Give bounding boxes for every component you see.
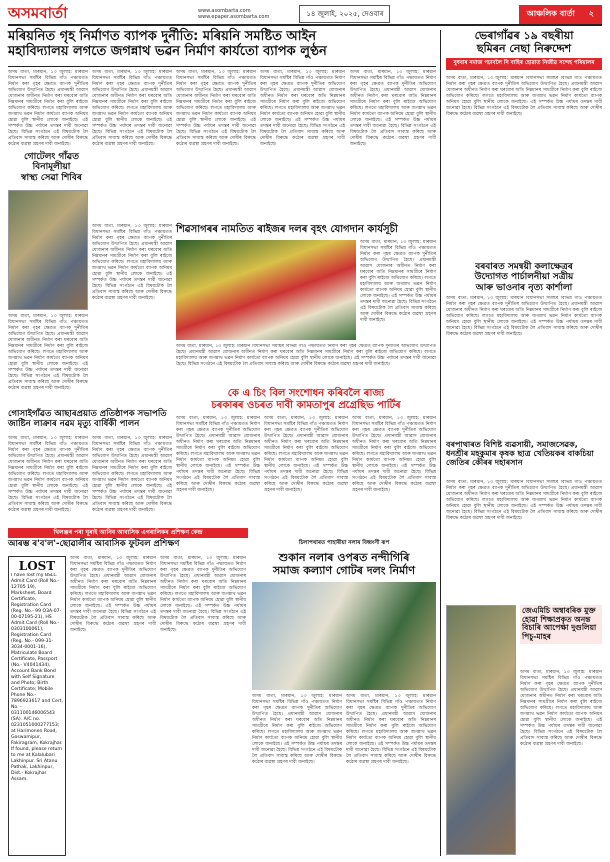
health-camp-photo — [8, 190, 88, 310]
lost-title: LOST — [18, 559, 56, 573]
society-photo — [252, 582, 436, 690]
right-top-body: অসম বাৰ্তা, মৰিয়নি, ১৩ জুলাই: মৰিয়নি বিধানসভা সমষ্টিৰ বিভিন্ন গাঁও পঞ্চায়তত নিৰ্মাণ কৰা গৃহৰ ক্ষেত্ৰত ব্যাপক দুৰ্নীতিৰ অভিযোগ উত্থাপিত হৈছে। প্ৰধানমন্ত্ৰী আৱাস যোজনাৰ অধীনত নিৰ্মাণ কৰা ঘৰবোৰ অতি নিম্নমানৰ সামগ্ৰীৰে নিৰ্মাণ কৰা বুলি ৰাইজে অভিযোগ কৰিছে। লগতে মহাবিদ্যালয় আৰু জগন্নাথ ভৱন নিৰ্মাণ কাৰ্যতো ব্যাপক অনিয়ম হোৱা বুলি স্থানীয় লোকে জনাইছে। এই সম্পৰ্কত উচ্চ পৰ্যায়ৰ তদন্তৰ দাবী জনোৱা হৈছে। বিভিন্ন সংগঠনে এই বিষয়টোক লৈ প্ৰতিবাদ সাব্যস্ত কৰিছে আৰু দোষীৰ বিৰুদ্ধে কঠোৰ ব্যৱস্থা গ্ৰহণৰ দাবী জনাইছে। — [446, 76, 602, 117]
gosaigaon-body-2: অসম বাৰ্তা, মৰিয়নি, ১৩ জুলাই: মৰিয়নি বিধানসভা সমষ্টিৰ বিভিন্ন গাঁও পঞ্চায়তত নিৰ্মাণ কৰা গৃহৰ ক্ষেত্ৰত ব্যাপক দুৰ্নীতিৰ অভিযোগ উত্থাপিত হৈছে। প্ৰধানমন্ত্ৰী আৱাস যোজনাৰ অধীনত নিৰ্মাণ কৰা ঘৰবোৰ অতি নিম্নমানৰ সামগ্ৰীৰে নিৰ্মাণ কৰা বুলি ৰাইজে অভিযোগ কৰিছে। লগতে মহাবিদ্যালয় আৰু জগন্নাথ ভৱন নিৰ্মাণ কাৰ্যতো ব্যাপক অনিয়ম হোৱা বুলি স্থানীয় লোকে জনাইছে। এই সম্পৰ্কত উচ্চ পৰ্যায়ৰ তদন্তৰ দাবী জনোৱা হৈছে। বিভিন্ন সংগঠনে এই বিষয়টোক লৈ প্ৰতিবাদ সাব্যস্ত কৰিছে আৰু দোষীৰ বিৰুদ্ধে কঠোৰ ব্যৱস্থা গ্ৰহণৰ দাবী জনাইছে। — [92, 436, 172, 513]
jrm-photo — [446, 605, 516, 855]
dateline: ১৪ জুলাই, ২০২৫, দেওবাৰ — [299, 5, 390, 23]
gosaigaon-headline: গোসাইগাঁৱত আছাৰপ্ৰয়াত প্ৰতিষ্ঠাপক সভাপতি জাষ্টিন লাক্ৰাৰ নৱম মৃত্যু বাৰ্ষিকী পালন — [8, 409, 167, 429]
lead-body-col-1: অসম বাৰ্তা, মৰিয়নি, ১৩ জুলাই: মৰিয়নি বিধানসভা সমষ্টিৰ বিভিন্ন গাঁও পঞ্চায়তত নিৰ্মাণ কৰা গৃহৰ ক্ষেত্ৰত ব্যাপক দুৰ্নীতিৰ অভিযোগ উত্থাপিত হৈছে। প্ৰধানমন্ত্ৰী আৱাস যোজনাৰ অধীনত নিৰ্মাণ কৰা ঘৰবোৰ অতি নিম্নমানৰ সামগ্ৰীৰে নিৰ্মাণ কৰা বুলি ৰাইজে অভিযোগ কৰিছে। লগতে মহাবিদ্যালয় আৰু জগন্নাথ ভৱন নিৰ্মাণ কাৰ্যতো ব্যাপক অনিয়ম হোৱা বুলি স্থানীয় লোকে জনাইছে। এই সম্পৰ্কত উচ্চ পৰ্যায়ৰ তদন্তৰ দাবী জনোৱা হৈছে। বিভিন্ন সংগঠনে এই বিষয়টোক লৈ প্ৰতিবাদ সাব্যস্ত কৰিছে আৰু দোষীৰ বিৰুদ্ধে কঠোৰ ব্যৱস্থা গ্ৰহণৰ দাবী জনাইছে। — [8, 70, 88, 147]
web-info: www.asombarta.com www.epaper.asombarta.com — [198, 8, 270, 20]
health-camp-headline: গোটেলং গাঁৱত বিনামূলীয়া স্বাস্থ্য সেৱা শিবিৰ — [21, 152, 82, 183]
merchant-body: অসম বাৰ্তা, মৰিয়নি, ১৩ জুলাই: মৰিয়নি বিধানসভা সমষ্টিৰ বিভিন্ন গাঁও পঞ্চায়তত নিৰ্মাণ কৰা গৃহৰ ক্ষেত্ৰত ব্যাপক দুৰ্নীতিৰ অভিযোগ উত্থাপিত হৈছে। প্ৰধানমন্ত্ৰী আৱাস যোজনাৰ অধীনত নিৰ্মাণ কৰা ঘৰবোৰ অতি নিম্নমানৰ সামগ্ৰীৰে নিৰ্মাণ কৰা বুলি ৰাইজে অভিযোগ কৰিছে। লগতে মহাবিদ্যালয় আৰু জগন্নাথ ভৱন নিৰ্মাণ কাৰ্যতো ব্যাপক অনিয়ম হোৱা বুলি স্থানীয় লোকে জনাইছে। এই সম্পৰ্কত উচ্চ পৰ্যায়ৰ তদন্তৰ দাবী জনোৱা হৈছে। বিভিন্ন সংগঠনে এই বিষয়টোক লৈ প্ৰতিবাদ সাব্যস্ত কৰিছে আৰু দোষীৰ বিৰুদ্ধে কঠোৰ ব্যৱস্থা গ্ৰহণৰ দাবী জনাইছে। — [446, 480, 602, 521]
lead-body-col-3: অসম বাৰ্তা, মৰিয়নি, ১৩ জুলাই: মৰিয়নি বিধানসভা সমষ্টিৰ বিভিন্ন গাঁও পঞ্চায়তত নিৰ্মাণ কৰা গৃহৰ ক্ষেত্ৰত ব্যাপক দুৰ্নীতিৰ অভিযোগ উত্থাপিত হৈছে। প্ৰধানমন্ত্ৰী আৱাস যোজনাৰ অধীনত নিৰ্মাণ কৰা ঘৰবোৰ অতি নিম্নমানৰ সামগ্ৰীৰে নিৰ্মাণ কৰা বুলি ৰাইজে অভিযোগ কৰিছে। লগতে মহাবিদ্যালয় আৰু জগন্নাথ ভৱন নিৰ্মাণ কাৰ্যতো ব্যাপক অনিয়ম হোৱা বুলি স্থানীয় লোকে জনাইছে। এই সম্পৰ্কত উচ্চ পৰ্যায়ৰ তদন্তৰ দাবী জনোৱা হৈছে। বিভিন্ন সংগঠনে এই বিষয়টোক লৈ প্ৰতিবাদ সাব্যস্ত কৰিছে আৰু দোষীৰ বিৰুদ্ধে কঠোৰ ব্যৱস্থা গ্ৰহণৰ দাবী জনাইছে। — [176, 70, 256, 147]
lost-body: I have lost my BSLC Admit Card (Roll No.- 12705 19), Marksheet, Board Certificate, Registration Card (Reg. No.- 99 O3A-07-00-07195-21), HS Admit Card (Roll No.- 0303100061), Registration Card (Reg. No.- 099-31-3034-0001-16), Matriculate Board Certificate, Passport (No.- V4041434), Account Bank Bond with Self Signature and Photo; Birth Certificate; Mobile Phone No.- 7896923617 and Cert. No. - 031100146006543 (SA). A/C no. 0231051000277153; at Harimonen Road, Goswamipur, Fakiragram, Kokrajhar. If found, please return to me at Kalalubari Lakhinpur. Sri Atanu Pathak, Lakhinpur, Dist.- Kokrajhar Assam. — [11, 573, 63, 782]
page-number: ২ — [588, 8, 594, 18]
lead-body-col-2: অসম বাৰ্তা, মৰিয়নি, ১৩ জুলাই: মৰিয়নি বিধানসভা সমষ্টিৰ বিভিন্ন গাঁও পঞ্চায়তত নিৰ্মাণ কৰা গৃহৰ ক্ষেত্ৰত ব্যাপক দুৰ্নীতিৰ অভিযোগ উত্থাপিত হৈছে। প্ৰধানমন্ত্ৰী আৱাস যোজনাৰ অধীনত নিৰ্মাণ কৰা ঘৰবোৰ অতি নিম্নমানৰ সামগ্ৰীৰে নিৰ্মাণ কৰা বুলি ৰাইজে অভিযোগ কৰিছে। লগতে মহাবিদ্যালয় আৰু জগন্নাথ ভৱন নিৰ্মাণ কাৰ্যতো ব্যাপক অনিয়ম হোৱা বুলি স্থানীয় লোকে জনাইছে। এই সম্পৰ্কত উচ্চ পৰ্যায়ৰ তদন্তৰ দাবী জনোৱা হৈছে। বিভিন্ন সংগঠনে এই বিষয়টোক লৈ প্ৰতিবাদ সাব্যস্ত কৰিছে আৰু দোষীৰ বিৰুদ্ধে কঠোৰ ব্যৱস্থা গ্ৰহণৰ দাবী জনাইছে। — [92, 70, 172, 147]
lost-notice — [8, 556, 66, 856]
lead-body-col-4: অসম বাৰ্তা, মৰিয়নি, ১৩ জুলাই: মৰিয়নি বিধানসভা সমষ্টিৰ বিভিন্ন গাঁও পঞ্চায়তত নিৰ্মাণ কৰা গৃহৰ ক্ষেত্ৰত ব্যাপক দুৰ্নীতিৰ অভিযোগ উত্থাপিত হৈছে। প্ৰধানমন্ত্ৰী আৱাস যোজনাৰ অধীনত নিৰ্মাণ কৰা ঘৰবোৰ অতি নিম্নমানৰ সামগ্ৰীৰে নিৰ্মাণ কৰা বুলি ৰাইজে অভিযোগ কৰিছে। লগতে মহাবিদ্যালয় আৰু জগন্নাথ ভৱন নিৰ্মাণ কাৰ্যতো ব্যাপক অনিয়ম হোৱা বুলি স্থানীয় লোকে জনাইছে। এই সম্পৰ্কত উচ্চ পৰ্যায়ৰ তদন্তৰ দাবী জনোৱা হৈছে। বিভিন্ন সংগঠনে এই বিষয়টোক লৈ প্ৰতিবাদ সাব্যস্ত কৰিছে আৰু দোষীৰ বিৰুদ্ধে কঠোৰ ব্যৱস্থা গ্ৰহণৰ দাবী জনাইছে। — [260, 70, 345, 147]
training-banner: খিলঞ্জৰ পৰা ঘূৰাই আনিব আবাসিক এগৰালিকৰ প্ৰশিক্ষণ কেন্দ্ৰ — [8, 528, 248, 538]
kc-bill-body-1: অসম বাৰ্তা, মৰিয়নি, ১৩ জুলাই: মৰিয়নি বিধানসভা সমষ্টিৰ বিভিন্ন গাঁও পঞ্চায়তত নিৰ্মাণ কৰা গৃহৰ ক্ষেত্ৰত ব্যাপক দুৰ্নীতিৰ অভিযোগ উত্থাপিত হৈছে। প্ৰধানমন্ত্ৰী আৱাস যোজনাৰ অধীনত নিৰ্মাণ কৰা ঘৰবোৰ অতি নিম্নমানৰ সামগ্ৰীৰে নিৰ্মাণ কৰা বুলি ৰাইজে অভিযোগ কৰিছে। লগতে মহাবিদ্যালয় আৰু জগন্নাথ ভৱন নিৰ্মাণ কাৰ্যতো ব্যাপক অনিয়ম হোৱা বুলি স্থানীয় লোকে জনাইছে। এই সম্পৰ্কত উচ্চ পৰ্যায়ৰ তদন্তৰ দাবী জনোৱা হৈছে। বিভিন্ন সংগঠনে এই বিষয়টোক লৈ প্ৰতিবাদ সাব্যস্ত কৰিছে আৰু দোষীৰ বিৰুদ্ধে কঠোৰ ব্যৱস্থা গ্ৰহণৰ দাবী জনাইছে। — [176, 416, 260, 493]
society-caption: চিলাপথাৰত পাহাৰীয়া নলাৰ বিধ্বংসী ৰূপ — [298, 540, 390, 546]
section-tag: আঞ্চলিক বাৰ্তা ২ — [519, 5, 602, 24]
training-body-1: অসম বাৰ্তা, মৰিয়নি, ১৩ জুলাই: মৰিয়নি বিধানসভা সমষ্টিৰ বিভিন্ন গাঁও পঞ্চায়তত নিৰ্মাণ কৰা গৃহৰ ক্ষেত্ৰত ব্যাপক দুৰ্নীতিৰ অভিযোগ উত্থাপিত হৈছে। প্ৰধানমন্ত্ৰী আৱাস যোজনাৰ অধীনত নিৰ্মাণ কৰা ঘৰবোৰ অতি নিম্নমানৰ সামগ্ৰীৰে নিৰ্মাণ কৰা বুলি ৰাইজে অভিযোগ কৰিছে। লগতে মহাবিদ্যালয় আৰু জগন্নাথ ভৱন নিৰ্মাণ কাৰ্যতো ব্যাপক অনিয়ম হোৱা বুলি স্থানীয় লোকে জনাইছে। এই সম্পৰ্কত উচ্চ পৰ্যায়ৰ তদন্তৰ দাবী জনোৱা হৈছে। বিভিন্ন সংগঠনে এই বিষয়টোক লৈ প্ৰতিবাদ সাব্যস্ত কৰিছে আৰু দোষীৰ বিৰুদ্ধে কঠোৰ ব্যৱস্থা গ্ৰহণৰ দাবী জনাইছে। — [70, 556, 156, 633]
society-body-2: অসম বাৰ্তা, মৰিয়নি, ১৩ জুলাই: মৰিয়নি বিধানসভা সমষ্টিৰ বিভিন্ন গাঁও পঞ্চায়তত নিৰ্মাণ কৰা গৃহৰ ক্ষেত্ৰত ব্যাপক দুৰ্নীতিৰ অভিযোগ উত্থাপিত হৈছে। প্ৰধানমন্ত্ৰী আৱাস যোজনাৰ অধীনত নিৰ্মাণ কৰা ঘৰবোৰ অতি নিম্নমানৰ সামগ্ৰীৰে নিৰ্মাণ কৰা বুলি ৰাইজে অভিযোগ কৰিছে। লগতে মহাবিদ্যালয় আৰু জগন্নাথ ভৱন নিৰ্মাণ কাৰ্যতো ব্যাপক অনিয়ম হোৱা বুলি স্থানীয় লোকে জনাইছে। এই সম্পৰ্কত উচ্চ পৰ্যায়ৰ তদন্তৰ দাবী জনোৱা হৈছে। বিভিন্ন সংগঠনে এই বিষয়টোক লৈ প্ৰতিবাদ সাব্যস্ত কৰিছে আৰু দোষীৰ বিৰুদ্ধে কঠোৰ ব্যৱস্থা গ্ৰহণৰ দাবী জনাইছে। — [346, 694, 436, 765]
cultural-body: অসম বাৰ্তা, মৰিয়নি, ১৩ জুলাই: মৰিয়নি বিধানসভা সমষ্টিৰ বিভিন্ন গাঁও পঞ্চায়তত নিৰ্মাণ কৰা গৃহৰ ক্ষেত্ৰত ব্যাপক দুৰ্নীতিৰ অভিযোগ উত্থাপিত হৈছে। প্ৰধানমন্ত্ৰী আৱাস যোজনাৰ অধীনত নিৰ্মাণ কৰা ঘৰবোৰ অতি নিম্নমানৰ সামগ্ৰীৰে নিৰ্মাণ কৰা বুলি ৰাইজে অভিযোগ কৰিছে। লগতে মহাবিদ্যালয় আৰু জগন্নাথ ভৱন নিৰ্মাণ কাৰ্যতো ব্যাপক অনিয়ম হোৱা বুলি স্থানীয় লোকে জনাইছে। এই সম্পৰ্কত উচ্চ পৰ্যায়ৰ তদন্তৰ দাবী জনোৱা হৈছে। বিভিন্ন সংগঠনে এই বিষয়টোক লৈ প্ৰতিবাদ সাব্যস্ত কৰিছে আৰু দোষীৰ বিৰুদ্ধে কঠোৰ ব্যৱস্থা গ্ৰহণৰ দাবী জনাইছে। — [446, 296, 602, 337]
jrm-body: অসম বাৰ্তা, মৰিয়নি, ১৩ জুলাই: মৰিয়নি বিধানসভা সমষ্টিৰ বিভিন্ন গাঁও পঞ্চায়তত নিৰ্মাণ কৰা গৃহৰ ক্ষেত্ৰত ব্যাপক দুৰ্নীতিৰ অভিযোগ উত্থাপিত হৈছে। প্ৰধানমন্ত্ৰী আৱাস যোজনাৰ অধীনত নিৰ্মাণ কৰা ঘৰবোৰ অতি নিম্নমানৰ সামগ্ৰীৰে নিৰ্মাণ কৰা বুলি ৰাইজে অভিযোগ কৰিছে। লগতে মহাবিদ্যালয় আৰু জগন্নাথ ভৱন নিৰ্মাণ কাৰ্যতো ব্যাপক অনিয়ম হোৱা বুলি স্থানীয় লোকে জনাইছে। এই সম্পৰ্কত উচ্চ পৰ্যায়ৰ তদন্তৰ দাবী জনোৱা হৈছে। বিভিন্ন সংগঠনে এই বিষয়টোক লৈ প্ৰতিবাদ সাব্যস্ত কৰিছে আৰু দোষীৰ বিৰুদ্ধে কঠোৰ ব্যৱস্থা গ্ৰহণৰ দাবী জনাইছে। — [520, 670, 602, 747]
masthead — [8, 4, 602, 26]
lead-body-col-5: অসম বাৰ্তা, মৰিয়নি, ১৩ জুলাই: মৰিয়নি বিধানসভা সমষ্টিৰ বিভিন্ন গাঁও পঞ্চায়তত নিৰ্মাণ কৰা গৃহৰ ক্ষেত্ৰত ব্যাপক দুৰ্নীতিৰ অভিযোগ উত্থাপিত হৈছে। প্ৰধানমন্ত্ৰী আৱাস যোজনাৰ অধীনত নিৰ্মাণ কৰা ঘৰবোৰ অতি নিম্নমানৰ সামগ্ৰীৰে নিৰ্মাণ কৰা বুলি ৰাইজে অভিযোগ কৰিছে। লগতে মহাবিদ্যালয় আৰু জগন্নাথ ভৱন নিৰ্মাণ কাৰ্যতো ব্যাপক অনিয়ম হোৱা বুলি স্থানীয় লোকে জনাইছে। এই সম্পৰ্কত উচ্চ পৰ্যায়ৰ তদন্তৰ দাবী জনোৱা হৈছে। বিভিন্ন সংগঠনে এই বিষয়টোক লৈ প্ৰতিবাদ সাব্যস্ত কৰিছে আৰু দোষীৰ বিৰুদ্ধে কঠোৰ ব্যৱস্থা গ্ৰহণৰ দাবী জনাইছে। — [350, 70, 436, 147]
health-camp-body-2: অসম বাৰ্তা, মৰিয়নি, ১৩ জুলাই: মৰিয়নি বিধানসভা সমষ্টিৰ বিভিন্ন গাঁও পঞ্চায়তত নিৰ্মাণ কৰা গৃহৰ ক্ষেত্ৰত ব্যাপক দুৰ্নীতিৰ অভিযোগ উত্থাপিত হৈছে। প্ৰধানমন্ত্ৰী আৱাস যোজনাৰ অধীনত নিৰ্মাণ কৰা ঘৰবোৰ অতি নিম্নমানৰ সামগ্ৰীৰে নিৰ্মাণ কৰা বুলি ৰাইজে অভিযোগ কৰিছে। লগতে মহাবিদ্যালয় আৰু জগন্নাথ ভৱন নিৰ্মাণ কাৰ্যতো ব্যাপক অনিয়ম হোৱা বুলি স্থানীয় লোকে জনাইছে। এই সম্পৰ্কত উচ্চ পৰ্যায়ৰ তদন্তৰ দাবী জনোৱা হৈছে। বিভিন্ন সংগঠনে এই বিষয়টোক লৈ প্ৰতিবাদ সাব্যস্ত কৰিছে আৰু দোষীৰ বিৰুদ্ধে কঠোৰ ব্যৱস্থা গ্ৰহণৰ দাবী জনাইছে। — [92, 224, 172, 301]
jrm-headline: জেএমিচি অম্বাবৰিক মুক্ত হোৱা শিক্ষাপ্ৰকৃত অনন্ত বিচাৰি আপেক্ষা দুগুলিয়া পিচু-মাহৰ — [520, 605, 602, 644]
newspaper-logo: অসমবাৰ্তা — [8, 3, 68, 22]
gosaigaon-body-1: অসম বাৰ্তা, মৰিয়নি, ১৩ জুলাই: মৰিয়নি বিধানসভা সমষ্টিৰ বিভিন্ন গাঁও পঞ্চায়তত নিৰ্মাণ কৰা গৃহৰ ক্ষেত্ৰত ব্যাপক দুৰ্নীতিৰ অভিযোগ উত্থাপিত হৈছে। প্ৰধানমন্ত্ৰী আৱাস যোজনাৰ অধীনত নিৰ্মাণ কৰা ঘৰবোৰ অতি নিম্নমানৰ সামগ্ৰীৰে নিৰ্মাণ কৰা বুলি ৰাইজে অভিযোগ কৰিছে। লগতে মহাবিদ্যালয় আৰু জগন্নাথ ভৱন নিৰ্মাণ কাৰ্যতো ব্যাপক অনিয়ম হোৱা বুলি স্থানীয় লোকে জনাইছে। এই সম্পৰ্কত উচ্চ পৰ্যায়ৰ তদন্তৰ দাবী জনোৱা হৈছে। বিভিন্ন সংগঠনে এই বিষয়টোক লৈ প্ৰতিবাদ সাব্যস্ত কৰিছে আৰু দোষীৰ বিৰুদ্ধে কঠোৰ ব্যৱস্থা গ্ৰহণৰ দাবী জনাইছে। — [8, 436, 88, 513]
society-body-1: অসম বাৰ্তা, মৰিয়নি, ১৩ জুলাই: মৰিয়নি বিধানসভা সমষ্টিৰ বিভিন্ন গাঁও পঞ্চায়তত নিৰ্মাণ কৰা গৃহৰ ক্ষেত্ৰত ব্যাপক দুৰ্নীতিৰ অভিযোগ উত্থাপিত হৈছে। প্ৰধানমন্ত্ৰী আৱাস যোজনাৰ অধীনত নিৰ্মাণ কৰা ঘৰবোৰ অতি নিম্নমানৰ সামগ্ৰীৰে নিৰ্মাণ কৰা বুলি ৰাইজে অভিযোগ কৰিছে। লগতে মহাবিদ্যালয় আৰু জগন্নাথ ভৱন নিৰ্মাণ কাৰ্যতো ব্যাপক অনিয়ম হোৱা বুলি স্থানীয় লোকে জনাইছে। এই সম্পৰ্কত উচ্চ পৰ্যায়ৰ তদন্তৰ দাবী জনোৱা হৈছে। বিভিন্ন সংগঠনে এই বিষয়টোক লৈ প্ৰতিবাদ সাব্যস্ত কৰিছে আৰু দোষীৰ বিৰুদ্ধে কঠোৰ ব্যৱস্থা গ্ৰহণৰ দাবী জনাইছে। — [252, 694, 342, 765]
merchant-headline: বৰপাথাৰত বিশিষ্ট ব্যৱসায়ী, সমাজসেৱক, ধনশ্ৰীৰ মহকুমাৰ কৃষক ছাত্ৰ খেতিয়কৰ বাকচিয়া জেতিৰ কৌৰৰ দহাৰসান — [446, 440, 594, 468]
cultural-headline: বৰবাৰত সমন্বয়ী কলাক্ষেত্ৰৰ উদ্যোগত পাৰ্চালনীয়া সত্ৰীয় আৰু ভাওনাৰ নৃত্য কাৰ্শালা — [474, 262, 574, 293]
sivasagar-body: অসম বাৰ্তা, মৰিয়নি, ১৩ জুলাই: মৰিয়নি বিধানসভা সমষ্টিৰ বিভিন্ন গাঁও পঞ্চায়তত নিৰ্মাণ কৰা গৃহৰ ক্ষেত্ৰত ব্যাপক দুৰ্নীতিৰ অভিযোগ উত্থাপিত হৈছে। প্ৰধানমন্ত্ৰী আৱাস যোজনাৰ অধীনত নিৰ্মাণ কৰা ঘৰবোৰ অতি নিম্নমানৰ সামগ্ৰীৰে নিৰ্মাণ কৰা বুলি ৰাইজে অভিযোগ কৰিছে। লগতে মহাবিদ্যালয় আৰু জগন্নাথ ভৱন নিৰ্মাণ কাৰ্যতো ব্যাপক অনিয়ম হোৱা বুলি স্থানীয় লোকে জনাইছে। এই সম্পৰ্কত উচ্চ পৰ্যায়ৰ তদন্তৰ দাবী জনোৱা হৈছে। বিভিন্ন সংগঠনে এই বিষয়টোক লৈ প্ৰতিবাদ সাব্যস্ত কৰিছে আৰু দোষীৰ বিৰুদ্ধে কঠোৰ ব্যৱস্থা গ্ৰহণৰ দাবী জনাইছে। — [360, 240, 436, 323]
lead-headline: মৰিয়নিত গৃহ নিৰ্মাণত ব্যাপক দুৰ্নীতি: মৰিয়নি সমষ্টিত আইন মহাবিদ্যালয় লগতে জগন্নাথ ভৱন নিৰ্মাণ কাৰ্যতো ব্যাপক লুণ্ঠন — [8, 29, 327, 59]
health-camp-body: অসম বাৰ্তা, মৰিয়নি, ১৩ জুলাই: মৰিয়নি বিধানসভা সমষ্টিৰ বিভিন্ন গাঁও পঞ্চায়তত নিৰ্মাণ কৰা গৃহৰ ক্ষেত্ৰত ব্যাপক দুৰ্নীতিৰ অভিযোগ উত্থাপিত হৈছে। প্ৰধানমন্ত্ৰী আৱাস যোজনাৰ অধীনত নিৰ্মাণ কৰা ঘৰবোৰ অতি নিম্নমানৰ সামগ্ৰীৰে নিৰ্মাণ কৰা বুলি ৰাইজে অভিযোগ কৰিছে। লগতে মহাবিদ্যালয় আৰু জগন্নাথ ভৱন নিৰ্মাণ কাৰ্যতো ব্যাপক অনিয়ম হোৱা বুলি স্থানীয় লোকে জনাইছে। এই সম্পৰ্কত উচ্চ পৰ্যায়ৰ তদন্তৰ দাবী জনোৱা হৈছে। বিভিন্ন সংগঠনে এই বিষয়টোক লৈ প্ৰতিবাদ সাব্যস্ত কৰিছে আৰু দোষীৰ বিৰুদ্ধে কঠোৰ ব্যৱস্থা গ্ৰহণৰ দাবী জনাইছে। — [8, 314, 88, 391]
training-headline: আৰম্ভ ৰ'ব'ল'-ছোৱালীৰ আবাসিক ফুটবল প্ৰশিক্ষণ — [8, 539, 180, 549]
sivasagar-headline: শিৱসাগৰৰ নামতিত ৰাইজৰ দলৰ বৃহৎ যোগদান কাৰ্যসূচী — [176, 224, 398, 235]
kc-bill-headline: কে এ চিং বিল সংশোধন কৰিবলৈ ৰাজ্য চৰকাৰৰ ওচৰত দাবী কামতাপুৰ প্ৰগ্ৰেছিভ পাৰ্টিৰ — [211, 388, 401, 411]
right-top-subhead: বুধবাৰ নমাজ পঢ়াবলৈ নি বাহিৰ হোৱাত নিৰ্জীৱ সন্দেহ পৰিয়ালৰ — [446, 58, 602, 70]
kc-bill-body-3: অসম বাৰ্তা, মৰিয়নি, ১৩ জুলাই: মৰিয়নি বিধানসভা সমষ্টিৰ বিভিন্ন গাঁও পঞ্চায়তত নিৰ্মাণ কৰা গৃহৰ ক্ষেত্ৰত ব্যাপক দুৰ্নীতিৰ অভিযোগ উত্থাপিত হৈছে। প্ৰধানমন্ত্ৰী আৱাস যোজনাৰ অধীনত নিৰ্মাণ কৰা ঘৰবোৰ অতি নিম্নমানৰ সামগ্ৰীৰে নিৰ্মাণ কৰা বুলি ৰাইজে অভিযোগ কৰিছে। লগতে মহাবিদ্যালয় আৰু জগন্নাথ ভৱন নিৰ্মাণ কাৰ্যতো ব্যাপক অনিয়ম হোৱা বুলি স্থানীয় লোকে জনাইছে। এই সম্পৰ্কত উচ্চ পৰ্যায়ৰ তদন্তৰ দাবী জনোৱা হৈছে। বিভিন্ন সংগঠনে এই বিষয়টোক লৈ প্ৰতিবাদ সাব্যস্ত কৰিছে আৰু দোষীৰ বিৰুদ্ধে কঠোৰ ব্যৱস্থা গ্ৰহণৰ দাবী জনাইছে। — [352, 416, 436, 493]
right-top-headline: ভেৰাগাঁৱৰ ১৯ বছৰীয়া ছমিৰন নেছা নিৰুদ্দেশ — [474, 29, 574, 55]
kc-bill-body-2: অসম বাৰ্তা, মৰিয়নি, ১৩ জুলাই: মৰিয়নি বিধানসভা সমষ্টিৰ বিভিন্ন গাঁও পঞ্চায়তত নিৰ্মাণ কৰা গৃহৰ ক্ষেত্ৰত ব্যাপক দুৰ্নীতিৰ অভিযোগ উত্থাপিত হৈছে। প্ৰধানমন্ত্ৰী আৱাস যোজনাৰ অধীনত নিৰ্মাণ কৰা ঘৰবোৰ অতি নিম্নমানৰ সামগ্ৰীৰে নিৰ্মাণ কৰা বুলি ৰাইজে অভিযোগ কৰিছে। লগতে মহাবিদ্যালয় আৰু জগন্নাথ ভৱন নিৰ্মাণ কাৰ্যতো ব্যাপক অনিয়ম হোৱা বুলি স্থানীয় লোকে জনাইছে। এই সম্পৰ্কত উচ্চ পৰ্যায়ৰ তদন্তৰ দাবী জনোৱা হৈছে। বিভিন্ন সংগঠনে এই বিষয়টোক লৈ প্ৰতিবাদ সাব্যস্ত কৰিছে আৰু দোষীৰ বিৰুদ্ধে কঠোৰ ব্যৱস্থা গ্ৰহণৰ দাবী জনাইছে। — [264, 416, 348, 493]
training-body-2: অসম বাৰ্তা, মৰিয়নি, ১৩ জুলাই: মৰিয়নি বিধানসভা সমষ্টিৰ বিভিন্ন গাঁও পঞ্চায়তত নিৰ্মাণ কৰা গৃহৰ ক্ষেত্ৰত ব্যাপক দুৰ্নীতিৰ অভিযোগ উত্থাপিত হৈছে। প্ৰধানমন্ত্ৰী আৱাস যোজনাৰ অধীনত নিৰ্মাণ কৰা ঘৰবোৰ অতি নিম্নমানৰ সামগ্ৰীৰে নিৰ্মাণ কৰা বুলি ৰাইজে অভিযোগ কৰিছে। লগতে মহাবিদ্যালয় আৰু জগন্নাথ ভৱন নিৰ্মাণ কাৰ্যতো ব্যাপক অনিয়ম হোৱা বুলি স্থানীয় লোকে জনাইছে। এই সম্পৰ্কত উচ্চ পৰ্যায়ৰ তদন্তৰ দাবী জনোৱা হৈছে। বিভিন্ন সংগঠনে এই বিষয়টোক লৈ প্ৰতিবাদ সাব্যস্ত কৰিছে আৰু দোষীৰ বিৰুদ্ধে কঠোৰ ব্যৱস্থা গ্ৰহণৰ দাবী জনাইছে। — [160, 556, 246, 633]
society-headline: শুকান নলাৰ ওপৰত নন্দীগিৰি সমাজ কল্যাণ গোটৰ দলং নিৰ্মাণ — [272, 551, 416, 577]
sivasagar-photo — [176, 240, 356, 340]
sivasagar-body-2: অসম বাৰ্তা, মৰিয়নি, ১৩ জুলাই: মৰিয়নি বিধানসভা সমষ্টিৰ বিভিন্ন গাঁও পঞ্চায়তত নিৰ্মাণ কৰা গৃহৰ ক্ষেত্ৰত ব্যাপক দুৰ্নীতিৰ অভিযোগ উত্থাপিত হৈছে। প্ৰধানমন্ত্ৰী আৱাস যোজনাৰ অধীনত নিৰ্মাণ কৰা ঘৰবোৰ অতি নিম্নমানৰ সামগ্ৰীৰে নিৰ্মাণ কৰা বুলি ৰাইজে অভিযোগ কৰিছে। লগতে মহাবিদ্যালয় আৰু জগন্নাথ ভৱন নিৰ্মাণ কাৰ্যতো ব্যাপক অনিয়ম হোৱা বুলি স্থানীয় লোকে জনাইছে। এই সম্পৰ্কত উচ্চ পৰ্যায়ৰ তদন্তৰ দাবী জনোৱা হৈছে। বিভিন্ন সংগঠনে এই বিষয়টোক লৈ প্ৰতিবাদ সাব্যস্ত কৰিছে আৰু দোষীৰ বিৰুদ্ধে কঠোৰ ব্যৱস্থা গ্ৰহণৰ দাবী জনাইছে। — [176, 344, 436, 367]
